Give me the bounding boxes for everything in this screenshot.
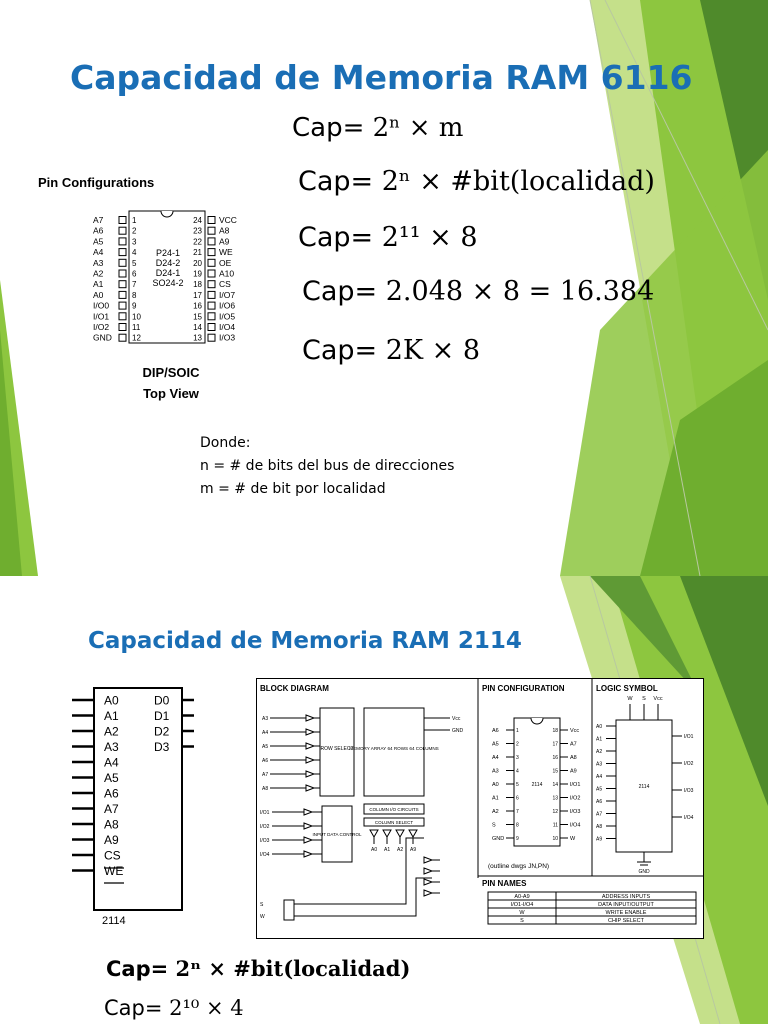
dip-pin-number: 4	[516, 768, 519, 775]
pin-number: 12	[132, 333, 141, 343]
pin-number: 3	[132, 237, 137, 247]
logic-chip-name: 2114	[638, 784, 650, 790]
dip-pin-label: A9	[570, 768, 577, 775]
pin-label: I/O2	[93, 322, 110, 332]
logic-top-label: Vcc	[653, 696, 663, 702]
pin-box	[119, 217, 126, 224]
pin-label: A9	[219, 236, 230, 247]
pin-box	[208, 291, 215, 298]
dip-pin-number: 5	[516, 782, 519, 788]
pin-names-desc: WRITE ENABLE	[605, 910, 647, 916]
dip-pin-label: S	[492, 822, 496, 829]
pin-box	[119, 334, 126, 341]
pin-box	[119, 270, 126, 277]
bd-col-label: A9	[410, 847, 417, 853]
pin-number: 22	[193, 237, 202, 247]
pin-label: I/O0	[93, 300, 110, 311]
dip-pin-label: W	[570, 836, 576, 842]
logic-input-label: A5	[596, 786, 603, 793]
bd-addr-label: A8	[262, 786, 269, 792]
pin-number: 23	[193, 226, 202, 236]
logic-output-label: I/O2	[684, 761, 694, 767]
dip-pin-number: 8	[516, 822, 519, 829]
pin-number: 4	[132, 248, 137, 258]
dip-pin-number: 1	[516, 728, 519, 734]
chip-pin-label: CS	[104, 848, 121, 863]
bd-addr-label: A7	[262, 772, 269, 778]
pin-config-title: PIN CONFIGURATION	[482, 684, 565, 693]
dip-pin-label: A0	[492, 782, 499, 788]
chip-pin-label: D1	[154, 709, 170, 723]
chip-pin-label: A5	[104, 771, 119, 785]
chip-pin-label: A6	[104, 786, 119, 801]
bd-io-label: I/O4	[260, 852, 270, 858]
pin-config-heading: Pin Configurations	[38, 175, 155, 190]
pin-label: A5	[93, 236, 104, 247]
formula-1: Cap= 2ⁿ × m	[292, 113, 464, 143]
chip-pin-label: A3	[104, 740, 119, 754]
logic-input-label: A4	[596, 774, 603, 780]
dip-chip-name: 2114	[531, 782, 543, 788]
bd-addr-label: A4	[262, 730, 269, 736]
block-diagram-title: BLOCK DIAGRAM	[260, 684, 329, 693]
pin-label: I/O1	[93, 311, 110, 322]
pin-label: OE	[219, 257, 232, 268]
bd-io-label: I/O3	[260, 838, 270, 844]
note-line-3: m = # de bit por localidad	[200, 481, 386, 497]
package-label: D24-2	[155, 258, 181, 268]
chip-pin-label: D2	[154, 724, 170, 739]
logic-gnd-label: GND	[638, 869, 650, 875]
chip-pin-label: A1	[104, 709, 119, 723]
logic-input-label: A7	[596, 811, 603, 818]
bd-col-label: A1	[384, 847, 391, 853]
pin-label: GND	[93, 332, 112, 343]
pin-number: 8	[132, 290, 137, 300]
pin-number: 16	[193, 301, 202, 311]
pin-label: I/O7	[219, 289, 236, 300]
dip-pin-number: 12	[552, 809, 558, 815]
dip-pin-label: A6	[492, 728, 499, 734]
pin-box	[119, 302, 126, 309]
pin-label: A10	[219, 268, 235, 279]
dip-pin-label: A3	[492, 768, 499, 775]
pin-names-pin: I/O1-I/O4	[510, 902, 534, 908]
pin-names-title: PIN NAMES	[482, 879, 527, 888]
slide-2	[0, 576, 768, 1024]
dip-pin-number: 3	[516, 755, 519, 761]
column-io-label: COLUMN I/O CIRCUITS	[369, 807, 419, 812]
pin-box	[119, 324, 126, 331]
pin-names-pin: A0-A9	[514, 894, 530, 900]
logic-input-label: A2	[596, 749, 603, 755]
pin-label: A8	[219, 225, 230, 236]
pin-label: I/O6	[219, 300, 236, 311]
pin-label: I/O3	[219, 332, 236, 343]
dip-pin-number: 2	[516, 741, 519, 748]
pin-number: 1	[132, 216, 137, 225]
pin-number: 21	[193, 248, 202, 258]
pin-box	[208, 334, 215, 341]
logic-output-label: I/O1	[684, 734, 694, 740]
pin-label: A0	[93, 289, 104, 300]
dip-pin-label: I/O3	[570, 809, 581, 815]
pin-label: A7	[93, 215, 104, 225]
pin-number: 6	[132, 269, 137, 279]
chip-pin-label: A7	[104, 802, 119, 816]
pin-box	[208, 302, 215, 309]
pin-number: 9	[132, 301, 137, 311]
input-control-label: INPUT DATA CONTROL	[312, 832, 362, 837]
pin-box	[208, 238, 215, 245]
bd-we-label: W	[260, 914, 265, 920]
pin-number: 5	[132, 258, 137, 268]
logic-input-label: A0	[596, 724, 603, 730]
outline-note: (outline dwgs JN,PN)	[488, 863, 550, 870]
bd-col-label: A2	[397, 847, 404, 853]
pin-number: 14	[193, 323, 202, 332]
bd-cs-label: S	[260, 902, 264, 908]
pin-names-pin: W	[519, 910, 525, 916]
dip-pin-number: 7	[516, 809, 519, 815]
logic-output-label: I/O3	[684, 788, 694, 794]
pin-number: 19	[193, 269, 202, 279]
logic-output-label: I/O4	[684, 815, 694, 821]
logic-top-label: W	[627, 696, 633, 702]
pin-box	[208, 249, 215, 256]
pin-label: WE	[219, 247, 233, 258]
dip-pin-number: 16	[552, 755, 558, 761]
dip-pin-number: 18	[552, 728, 558, 734]
dip-pin-label: A8	[570, 755, 577, 761]
formula-2114-2: Cap= 2¹⁰ × 4	[104, 996, 244, 1020]
chip-pin-label: A9	[104, 833, 119, 847]
package-label: P24-1	[155, 248, 181, 258]
bd-addr-label: A5	[262, 744, 269, 750]
bd-io-label: I/O2	[260, 824, 270, 830]
pin-names-desc: ADDRESS INPUTS	[601, 894, 651, 900]
pin-box	[119, 259, 126, 266]
pin-label: I/O5	[219, 311, 236, 322]
pin-names-desc: CHIP SELECT	[608, 918, 644, 924]
chip-pin-label: A0	[104, 693, 119, 708]
logic-input-label: A3	[596, 761, 603, 768]
vcc-label: Vcc	[452, 716, 461, 722]
pin-number: 7	[132, 280, 137, 290]
pin-number: 10	[132, 312, 141, 322]
dip-pin-number: 15	[552, 768, 558, 775]
pin-box	[208, 313, 215, 320]
pin-box	[119, 249, 126, 256]
dip-pin-label: A5	[492, 741, 499, 748]
pin-box	[119, 281, 126, 288]
formula-5: Cap= 2K × 8	[302, 335, 481, 366]
pin-label: I/O4	[219, 322, 236, 332]
package-label: D24-1	[155, 268, 181, 278]
logic-input-label: A8	[596, 824, 603, 830]
dip-pin-number: 10	[552, 836, 558, 842]
pin-number: 17	[193, 290, 202, 300]
note-line-1: Donde:	[200, 435, 251, 451]
logic-symbol-title: LOGIC SYMBOL	[596, 684, 658, 693]
dip-pin-label: I/O2	[570, 795, 581, 802]
dip-pin-label: I/O4	[570, 822, 581, 829]
logic-input-label: A1	[596, 736, 603, 743]
pin-names-desc: DATA INPUT/OUTPUT	[598, 902, 654, 908]
pin-number: 15	[193, 312, 202, 322]
formula-2114-1: Cap= 2ⁿ × #bit(localidad)	[106, 956, 411, 981]
pin-box	[119, 313, 126, 320]
pin-number: 20	[193, 258, 202, 268]
bd-col-label: A0	[371, 847, 378, 853]
dip-pin-number: 11	[552, 822, 558, 829]
column-select-label: COLUMN SELECT	[374, 820, 414, 825]
bd-addr-label: A6	[262, 758, 269, 764]
chip-pin-label: D3	[154, 740, 170, 754]
pin-configuration-6116	[30, 168, 270, 408]
chip-pin-label: A4	[104, 755, 119, 770]
dip-pin-number: 14	[552, 782, 558, 788]
dip-pin-number: 17	[552, 741, 558, 748]
pin-number: 2	[132, 226, 137, 236]
bd-io-label: I/O1	[260, 810, 270, 816]
pin-label: VCC	[219, 215, 237, 225]
dip-pin-number: 6	[516, 795, 519, 802]
formula-2: Cap= 2ⁿ × #bit(localidad)	[298, 166, 655, 197]
dip-pin-label: I/O1	[570, 782, 581, 788]
chip-2114-label: 2114	[102, 915, 126, 927]
chip-pin-label: D0	[154, 693, 170, 708]
dip-pin-label: GND	[492, 836, 505, 842]
logic-input-label: A6	[596, 799, 603, 805]
package-label: SO24-2	[152, 278, 184, 288]
datasheet-2114	[256, 678, 704, 940]
pin-label: A3	[93, 257, 104, 268]
gnd-label: GND	[452, 728, 464, 734]
pin-box	[208, 281, 215, 288]
pin-label: A6	[93, 225, 104, 236]
dip-pin-number: 13	[552, 795, 558, 802]
logic-top-label: S	[642, 696, 646, 702]
pin-label: CS	[219, 279, 231, 290]
pin-label: A1	[93, 279, 104, 290]
pin-box	[208, 217, 215, 224]
dip-pin-label: A4	[492, 755, 499, 761]
pin-box	[119, 227, 126, 234]
dip-pin-label: A7	[570, 741, 577, 748]
chip-pin-label: A8	[104, 817, 119, 832]
chip-pin-label: A2	[104, 724, 119, 739]
pin-box	[208, 270, 215, 277]
memory-array-label: MEMORY ARRAY 64 ROWS 64 COLUMNS	[349, 746, 439, 751]
dip-pin-label: A2	[492, 809, 499, 815]
pin-box	[208, 259, 215, 266]
pin-label: A2	[93, 268, 104, 279]
formula-3: Cap= 2¹¹ × 8	[298, 222, 478, 253]
pin-number: 13	[193, 333, 202, 343]
pin-names-pin: S	[520, 918, 524, 924]
pin-box	[208, 227, 215, 234]
pin-label: A4	[93, 247, 104, 258]
chip-2114-symbol	[68, 684, 198, 934]
chip-pin-label: WE	[104, 864, 124, 878]
pin-config-footer-1: DIP/SOIC	[142, 365, 200, 380]
logic-input-label: A9	[596, 836, 603, 843]
pin-box	[119, 291, 126, 298]
row-select-label: ROW SELECT	[320, 746, 354, 752]
dip-pin-label: Vcc	[570, 728, 580, 734]
dip-pin-number: 9	[516, 836, 519, 842]
pin-number: 11	[132, 323, 141, 332]
pin-box	[208, 324, 215, 331]
slide-2-title: Capacidad de Memoria RAM 2114	[88, 628, 522, 654]
note-line-2: n = # de bits del bus de direcciones	[200, 458, 455, 474]
dip-pin-label: A1	[492, 795, 499, 802]
formula-4: Cap= 2.048 × 8 = 16.384	[302, 276, 655, 307]
pin-number: 18	[193, 280, 202, 290]
pin-config-footer-2: Top View	[143, 386, 199, 401]
bd-addr-label: A3	[262, 716, 269, 722]
slide-1-title: Capacidad de Memoria RAM 6116	[70, 58, 693, 97]
pin-number: 24	[193, 216, 202, 225]
pin-box	[119, 238, 126, 245]
